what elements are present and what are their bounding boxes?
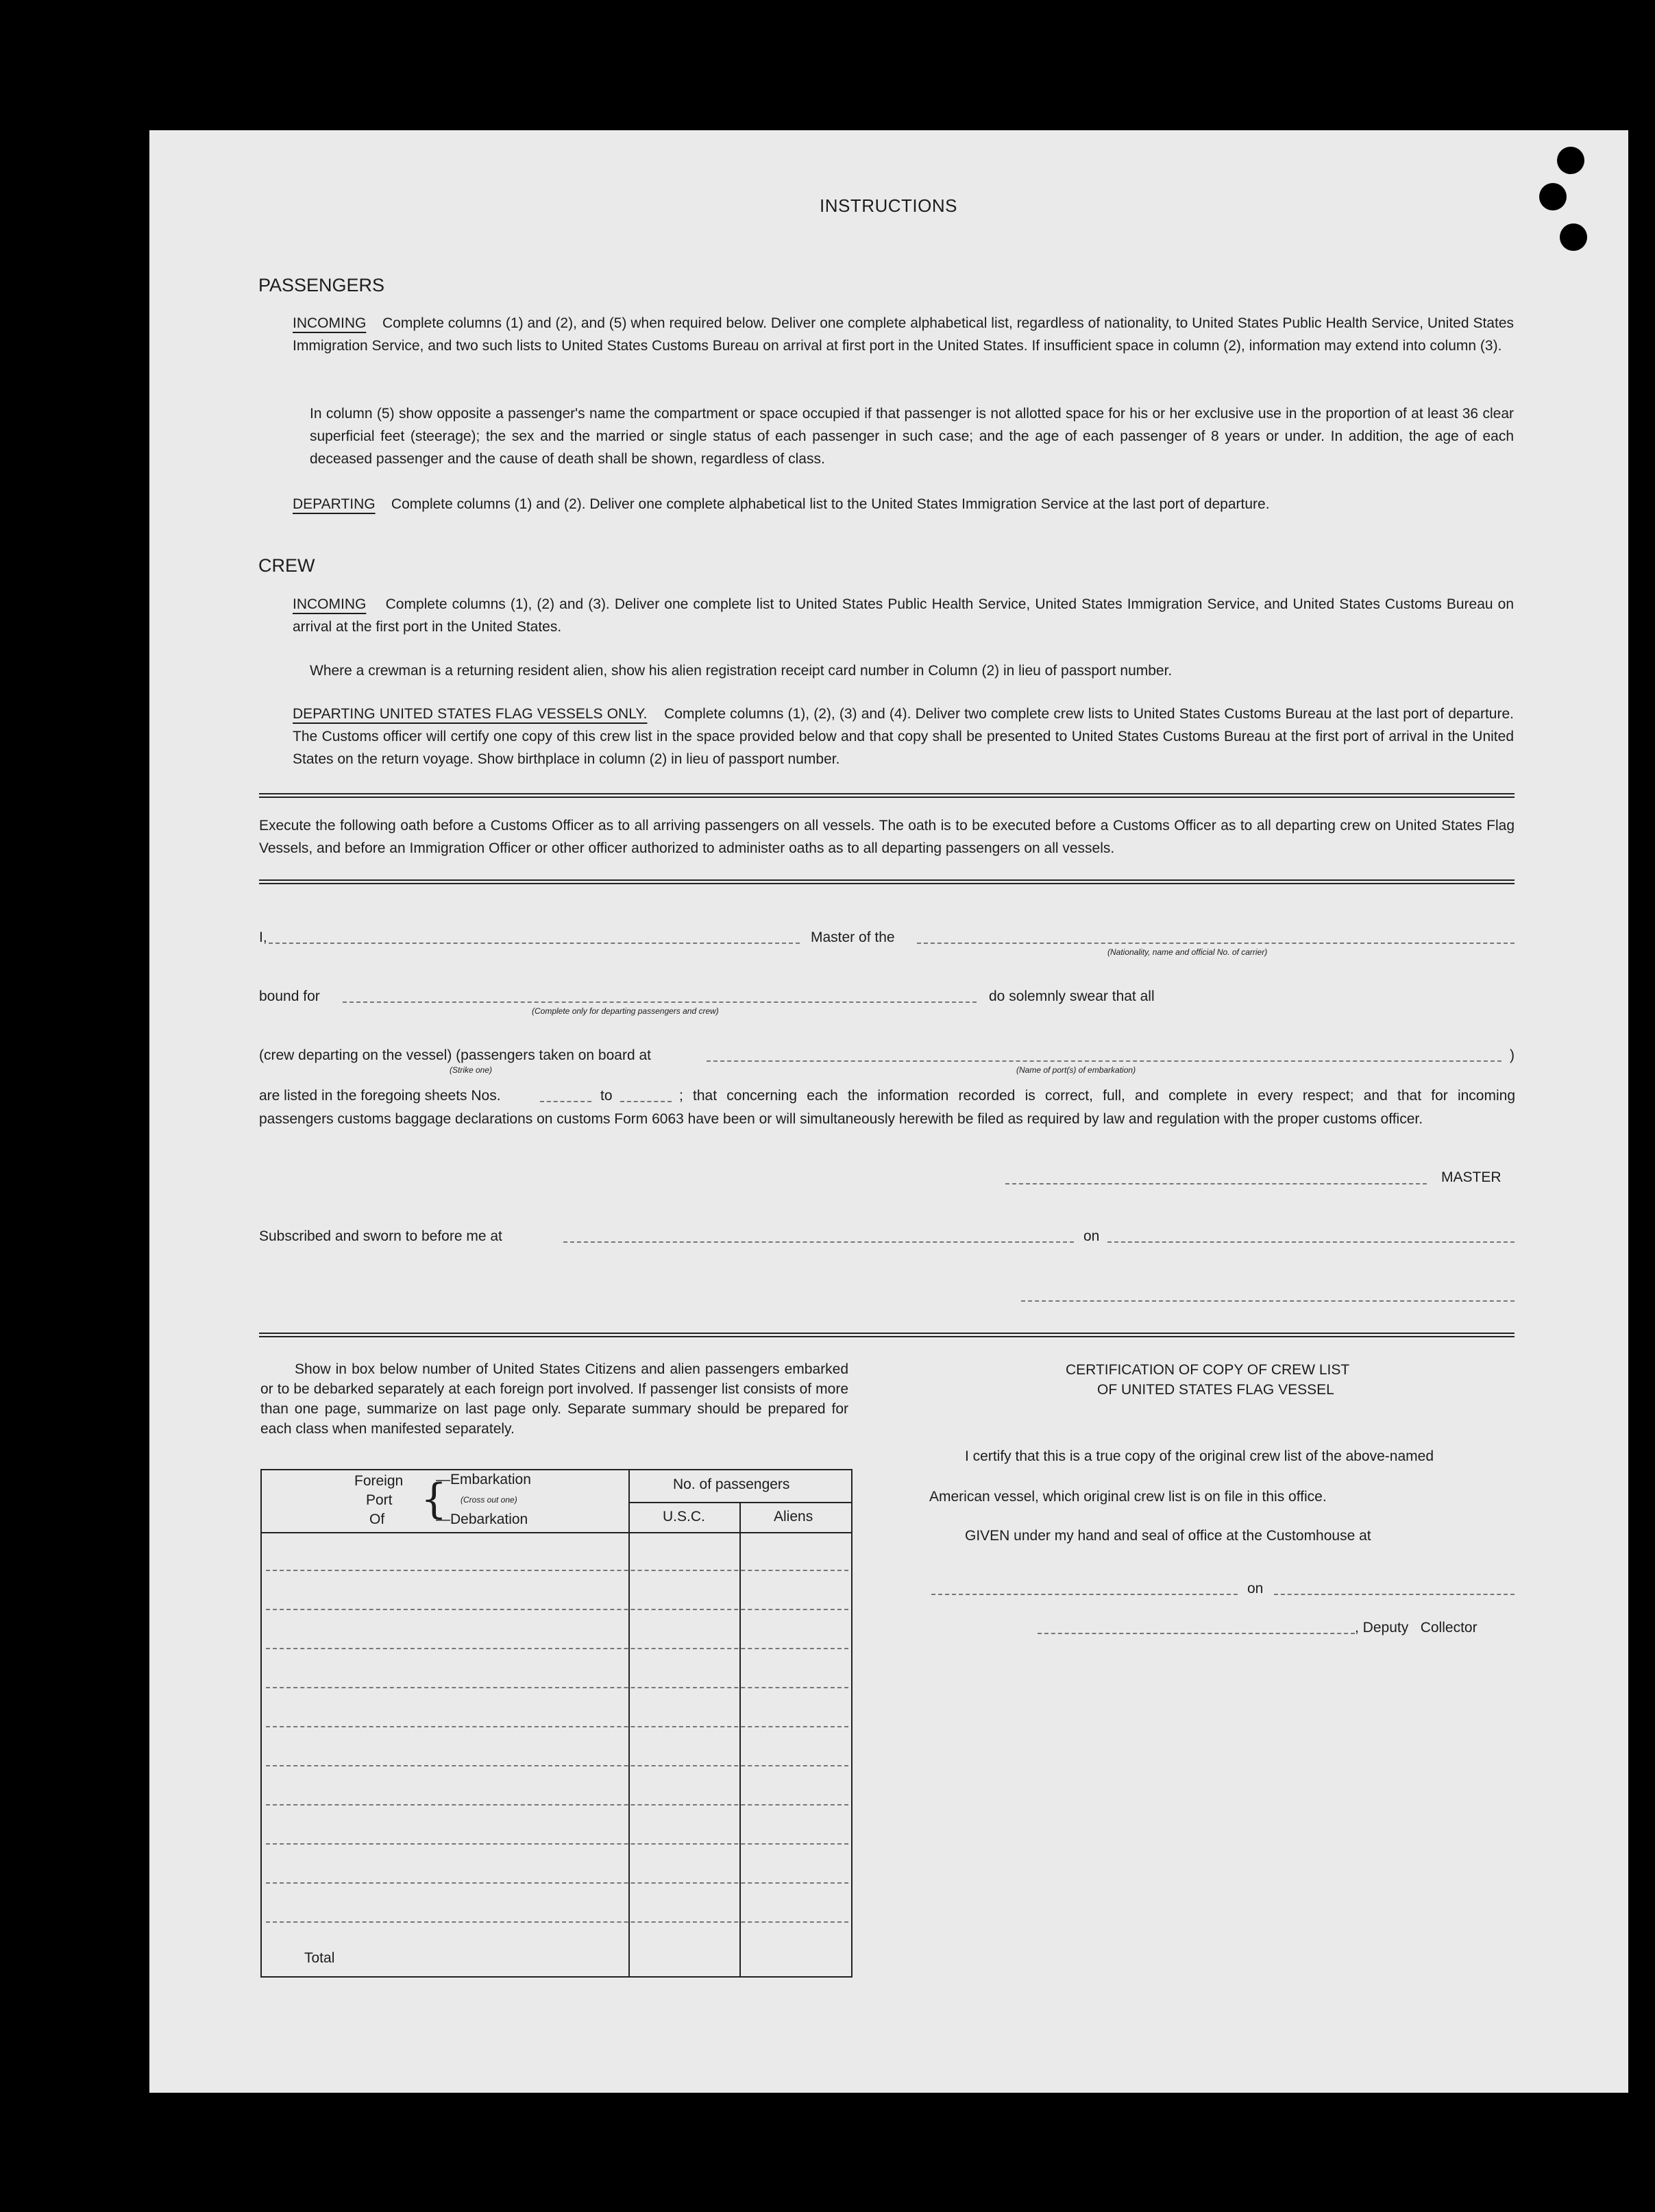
passengers-heading: PASSENGERS [258, 275, 385, 295]
carrier-field[interactable] [917, 943, 1515, 944]
passengers-column5-paragraph: In column (5) show opposite a passenger's name the compartment or space occupied if that passenger is not allotted space for his or her exclusive use in the proportion of at least 36 clear superficial feet (steerage); the sex and the married or single status of each passenger in such case; and the age of each passenger of 8 years or under. In addition, the age of each deceased passenger and the cause of death shall be shown, regardless of class. [310, 406, 1514, 467]
table-row[interactable] [266, 1765, 848, 1766]
customhouse-field[interactable] [931, 1594, 1238, 1595]
foreign-label: Foreign [354, 1473, 404, 1489]
passengers-incoming-text: Complete columns (1) and (2), and (5) when required below. Deliver one complete alphabetical list, regardless of nationality, to United States Public Health Service, United States Immigration Service, and two such lists to United States Customs Bureau on arrival at first port in the United States. If insufficient space in column (2), information may extend into column (3). [293, 315, 1514, 354]
aliens-header: Aliens [774, 1509, 813, 1524]
officer-signature-field[interactable] [1021, 1300, 1515, 1302]
oath-i-label: I, [259, 929, 267, 945]
certification-line1: I certify that this is a true copy of the original crew list of the above-named [965, 1448, 1434, 1464]
on-label: on [1083, 1228, 1100, 1244]
crew-departing-text: Complete columns (1), (2), (3) and (4). Deliver two complete crew lists to United States Customs Bureau at the last port of departure. The Customs officer will certify one copy of this crew list in the space provided below and that copy shall be presented to United States Customs Bureau at the first port of arrival in the United States on the return voyage. Show birthplace in column (2) in lieu of passport number. [293, 706, 1514, 767]
section-divider [259, 793, 1515, 798]
table-row[interactable] [266, 1726, 848, 1727]
embarkation-port-field[interactable] [707, 1060, 1501, 1062]
of-label: Of [369, 1511, 385, 1527]
deputy-collector-label: , Deputy Collector [1355, 1620, 1478, 1636]
certification-line3: GIVEN under my hand and seal of office at the Customhouse at [965, 1528, 1371, 1544]
table-row[interactable] [266, 1843, 848, 1845]
listed-statement: ; that concerning each the information recorded is correct, full, and complete in every respect; and that for incoming [679, 1088, 1515, 1104]
punch-hole [1557, 147, 1584, 174]
sworn-date-field[interactable] [1107, 1241, 1515, 1243]
nationality-caption: (Nationality, name and official No. of carrier) [1107, 947, 1268, 957]
master-name-field[interactable] [269, 943, 800, 944]
sheet-to-field[interactable] [620, 1101, 672, 1102]
certification-date-field[interactable] [1274, 1594, 1515, 1595]
crew-heading: CREW [258, 555, 315, 576]
master-of-the-label: Master of the [811, 929, 895, 945]
usc-header: U.S.C. [663, 1509, 705, 1524]
no-passengers-header: No. of passengers [673, 1476, 790, 1492]
master-label: MASTER [1441, 1169, 1501, 1185]
passengers-departing-label: DEPARTING [293, 496, 376, 512]
table-row[interactable] [266, 1609, 848, 1610]
close-paren: ) [1510, 1047, 1515, 1063]
crew-departing-label: DEPARTING UNITED STATES FLAG VESSELS ONLY. [293, 706, 648, 722]
passengers-departing-text: Complete columns (1) and (2). Deliver one complete alphabetical list to the United States Immigration Service at the last port of departure. [391, 496, 1270, 512]
table-row[interactable] [266, 1921, 848, 1923]
crew-departing-label: (crew departing on the vessel) (passengers taken on board at [259, 1047, 651, 1063]
certification-title-line1: CERTIFICATION OF COPY OF CREW LIST [1066, 1362, 1350, 1378]
table-row[interactable] [266, 1687, 848, 1688]
strike-caption: (Strike one) [450, 1065, 493, 1075]
sworn-location-field[interactable] [563, 1241, 1074, 1243]
instructions-title: INSTRUCTIONS [820, 195, 957, 216]
certification-title-line2: OF UNITED STATES FLAG VESSEL [1097, 1382, 1334, 1398]
do-swear-label: do solemnly swear that all [989, 988, 1155, 1004]
passengers-incoming-label: INCOMING [293, 315, 367, 331]
certification-on-label: on [1247, 1581, 1264, 1596]
passengers-incoming-paragraph [293, 312, 1514, 357]
passenger-summary-table [260, 1469, 853, 1978]
bound-for-caption: (Complete only for departing passengers and crew) [532, 1006, 719, 1016]
table-row[interactable] [266, 1570, 848, 1571]
embarkation-label: —Embarkation [436, 1472, 531, 1487]
listed-sheets-label: are listed in the foregoing sheets Nos. [259, 1088, 501, 1104]
table-row[interactable] [266, 1648, 848, 1649]
crew-incoming-text: Complete columns (1), (2) and (3). Deliver one complete list to United States Public Health Service, United States Immigration Service, and United States Customs Bureau on arrival at the first port in the United States. [293, 596, 1514, 635]
section-divider [259, 1333, 1515, 1337]
master-signature-field[interactable] [1005, 1183, 1427, 1184]
oath-intro: Execute the following oath before a Customs Officer as to all arriving passengers on all vessels. The oath is to be executed before a Customs Officer as to all departing crew on United States Flag Vessels, and before an Immigration Officer or other officer authorized to administer oaths as to all departing passengers on all vessels. [259, 818, 1515, 856]
punch-hole [1539, 183, 1567, 210]
passengers-departing-paragraph [293, 493, 1514, 515]
debarkation-label: —Debarkation [436, 1511, 528, 1527]
bound-for-field[interactable] [343, 1001, 977, 1003]
to-label: to [600, 1088, 613, 1104]
punch-hole [1560, 223, 1587, 251]
summary-instructions: Show in box below number of United States Citizens and alien passengers embarked or to be debarked separately at each foreign port involved. If passenger list consists of more than one page, summarize on last page only. Separate summary should be prepared for each class when manifested separately. [260, 1361, 848, 1437]
section-divider [259, 879, 1515, 884]
total-label: Total [304, 1950, 335, 1966]
certification-line2: American vessel, which original crew list is on file in this office. [929, 1489, 1327, 1505]
port-label: Port [366, 1492, 393, 1508]
port-caption: (Name of port(s) of embarkation) [1016, 1065, 1136, 1075]
crew-departing-paragraph [293, 703, 1514, 770]
cross-out-caption: (Cross out one) [461, 1495, 517, 1505]
crew-incoming-paragraph [293, 593, 1514, 638]
bound-for-label: bound for [259, 988, 320, 1004]
subscribed-label: Subscribed and sworn to before me at [259, 1228, 502, 1244]
sheet-from-field[interactable] [540, 1101, 591, 1102]
table-row[interactable] [266, 1882, 848, 1884]
crew-resident-paragraph: Where a crewman is a returning resident alien, show his alien registration receipt card number in Column (2) in lieu of passport number. [310, 663, 1173, 679]
crew-incoming-label: INCOMING [293, 596, 367, 612]
customs-statement: passengers customs baggage declarations on customs Form 6063 have been or will simultaneously herewith be filed as required by law and regulation with the proper customs officer. [259, 1111, 1423, 1127]
table-row[interactable] [266, 1804, 848, 1806]
brace-icon: { [421, 1475, 448, 1523]
deputy-signature-field[interactable] [1038, 1633, 1355, 1634]
